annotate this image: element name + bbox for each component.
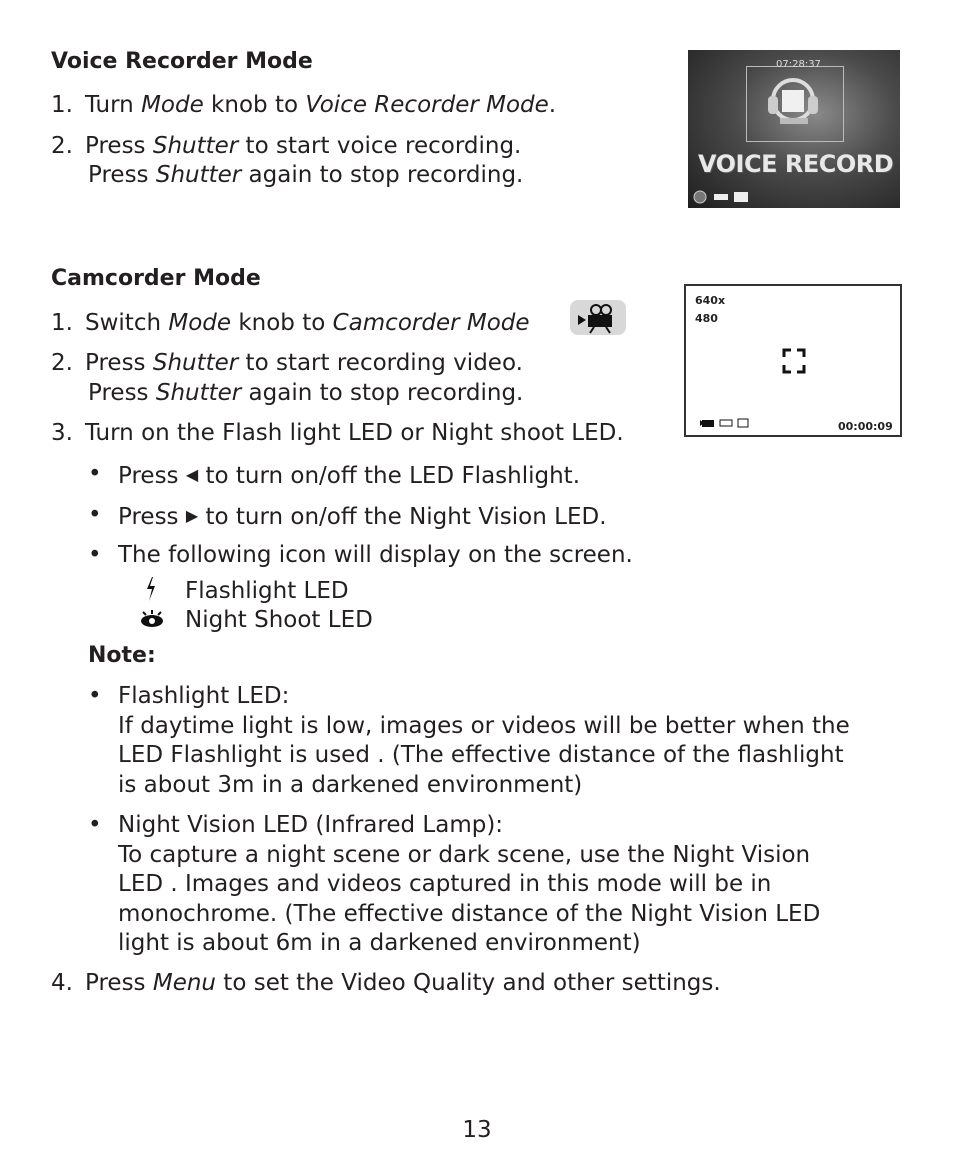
camcorder-step-2-continued: Press Shutter again to stop recording. [88,380,524,406]
recording-timer: 00:00:09 [838,420,893,433]
note-title: Flashlight LED: [118,683,290,709]
note-line: If daytime light is low, images or videos will be better when the [118,712,850,739]
night-shoot-icon [138,609,166,629]
note-night-vision [118,811,820,959]
resolution-height: 480 [695,312,718,325]
camcorder-step-1: Switch Mode knob to Camcorder Mode [85,310,530,336]
camcorder-mode-icon [570,300,626,335]
bullet: • [88,461,102,487]
note-line: To capture a night scene or dark scene, use the Night Vision [118,841,811,868]
voice-step-2-continued: Press Shutter again to stop recording. [88,162,524,188]
voice-step-1: Turn Mode knob to Voice Recorder Mode. [85,92,557,118]
note-title: Night Vision LED (Infrared Lamp): [118,812,504,838]
note-line: LED Flashlight is used . (The effective distance of the flashlight [118,742,844,768]
right-arrow-icon: ▶ [185,506,199,525]
headset-icon [758,72,828,132]
focus-bracket-icon [782,348,806,374]
legend-night-shoot-label: Night Shoot LED [185,607,373,633]
voice-record-screen-image [688,50,900,208]
note-flashlight [118,682,850,800]
bullet: • [88,683,102,709]
camcorder-step-2: Press Shutter to start recording video. [85,350,523,376]
step-number: 4. [51,970,73,996]
note-line: monochrome. (The effective distance of the Night Vision LED [118,900,821,927]
bullet: • [88,502,102,528]
camera-status-icons [700,416,752,430]
status-bar-icons [692,190,772,204]
note-label: Note: [88,643,156,668]
step-number: 2. [51,133,73,159]
camcorder-heading: Camcorder Mode [51,266,261,291]
camcorder-step-4: Press Menu to set the Video Quality and other settings. [85,970,721,996]
bullet-icon-display: The following icon will display on the screen. [118,542,633,568]
left-arrow-icon: ◀ [185,465,199,484]
step-number: 1. [51,310,73,336]
camcorder-step-3: Turn on the Flash light LED or Night shoot LED. [85,420,624,446]
note-line: is about 3m in a darkened environment) [118,771,583,798]
bullet: • [88,542,102,568]
page-number: 13 [462,1117,492,1143]
record-time: 07:28:37 [776,59,821,70]
bullet-flashlight-toggle: Press ◀ to turn on/off the LED Flashlight. [118,460,580,491]
resolution-width: 640x [695,294,726,307]
flashlight-icon [143,576,159,602]
step-number: 1. [51,92,73,118]
legend-flashlight-label: Flashlight LED [185,578,349,604]
step-number: 2. [51,350,73,376]
bullet: • [88,812,102,838]
note-line: LED . Images and videos captured in this mode will be in [118,871,772,897]
voice-recorder-heading: Voice Recorder Mode [51,49,313,74]
step-number: 3. [51,420,73,446]
note-line: light is about 6m in a darkened environment) [118,930,641,956]
camcorder-screen-image [684,284,902,437]
voice-record-title: VOICE RECORD [698,150,894,178]
voice-step-2: Press Shutter to start voice recording. [85,133,522,159]
bullet-night-vision-toggle: Press ▶ to turn on/off the Night Vision LED. [118,501,607,532]
